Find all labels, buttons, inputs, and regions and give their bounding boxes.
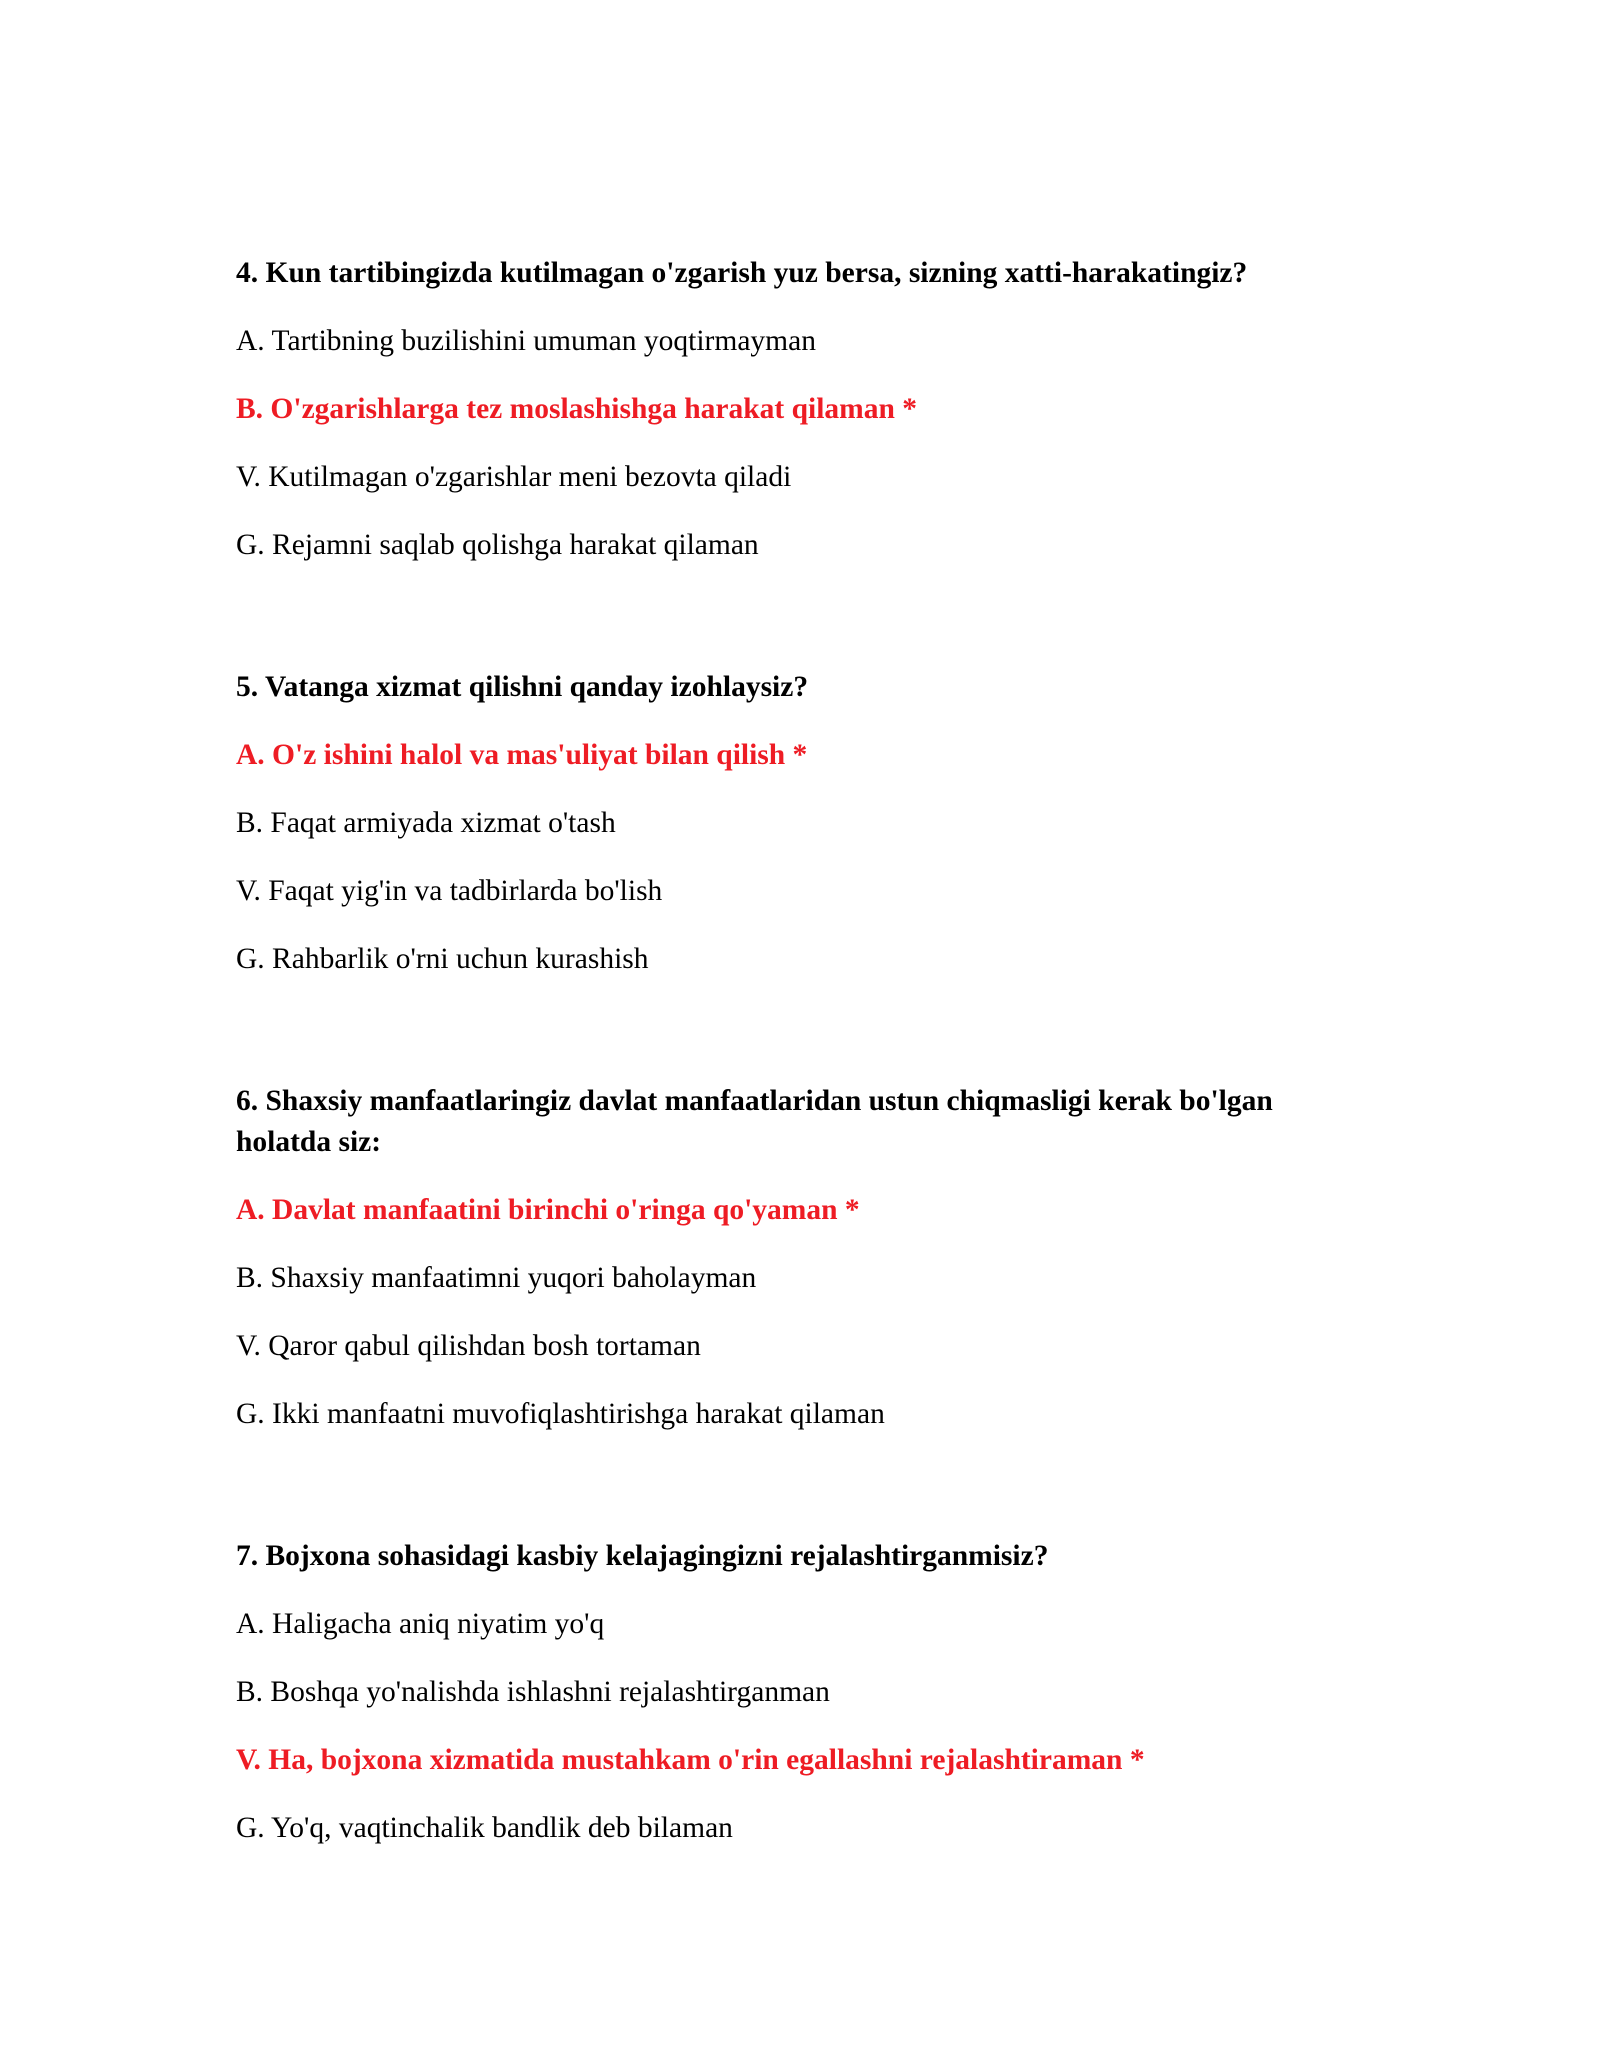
option-a: A. Haligacha aniq niyatim yo'q bbox=[236, 1608, 605, 1640]
question-4 bbox=[236, 253, 1364, 566]
option-v: V. Faqat yig'in va tadbirlarda bo'lish bbox=[236, 875, 663, 907]
option-a: A. Tartibning buzilishini umuman yoqtirmayman bbox=[236, 325, 816, 357]
option-g: G. Rahbarlik o'rni uchun kurashish bbox=[236, 943, 649, 975]
option-a-correct: A. Davlat manfaatini birinchi o'ringa qo'yaman * bbox=[236, 1194, 860, 1226]
option-b-correct: B. O'zgarishlarga tez moslashishga harakat qilaman * bbox=[236, 393, 917, 425]
question-6 bbox=[236, 1081, 1364, 1435]
option-v: V. Kutilmagan o'zgarishlar meni bezovta qiladi bbox=[236, 461, 792, 493]
question-7 bbox=[236, 1536, 1364, 1849]
option-g: G. Ikki manfaatni muvofiqlashtirishga harakat qilaman bbox=[236, 1398, 885, 1430]
option-b: B. Faqat armiyada xizmat o'tash bbox=[236, 807, 616, 839]
option-g: G. Yo'q, vaqtinchalik bandlik deb bilaman bbox=[236, 1812, 733, 1844]
question-text: 4. Kun tartibingizda kutilmagan o'zgarish yuz bersa, sizning xatti-harakatingiz? bbox=[236, 257, 1248, 289]
option-g: G. Rejamni saqlab qolishga harakat qilaman bbox=[236, 529, 759, 561]
option-b: B. Shaxsiy manfaatimni yuqori baholayman bbox=[236, 1262, 757, 1294]
option-b: B. Boshqa yo'nalishda ishlashni rejalashtirganman bbox=[236, 1676, 830, 1708]
option-a-correct: A. O'z ishini halol va mas'uliyat bilan qilish * bbox=[236, 739, 808, 771]
question-text: 7. Bojxona sohasidagi kasbiy kelajagingizni rejalashtirganmisiz? bbox=[236, 1540, 1049, 1572]
question-5 bbox=[236, 667, 1364, 980]
option-v-correct: V. Ha, bojxona xizmatida mustahkam o'rin egallashni rejalashtiraman * bbox=[236, 1744, 1145, 1776]
option-v: V. Qaror qabul qilishdan bosh tortaman bbox=[236, 1330, 701, 1362]
question-text: 6. Shaxsiy manfaatlaringiz davlat manfaatlaridan ustun chiqmasligi kerak bo'lgan holatda siz: bbox=[236, 1085, 1273, 1158]
question-text: 5. Vatanga xizmat qilishni qanday izohlaysiz? bbox=[236, 671, 809, 703]
